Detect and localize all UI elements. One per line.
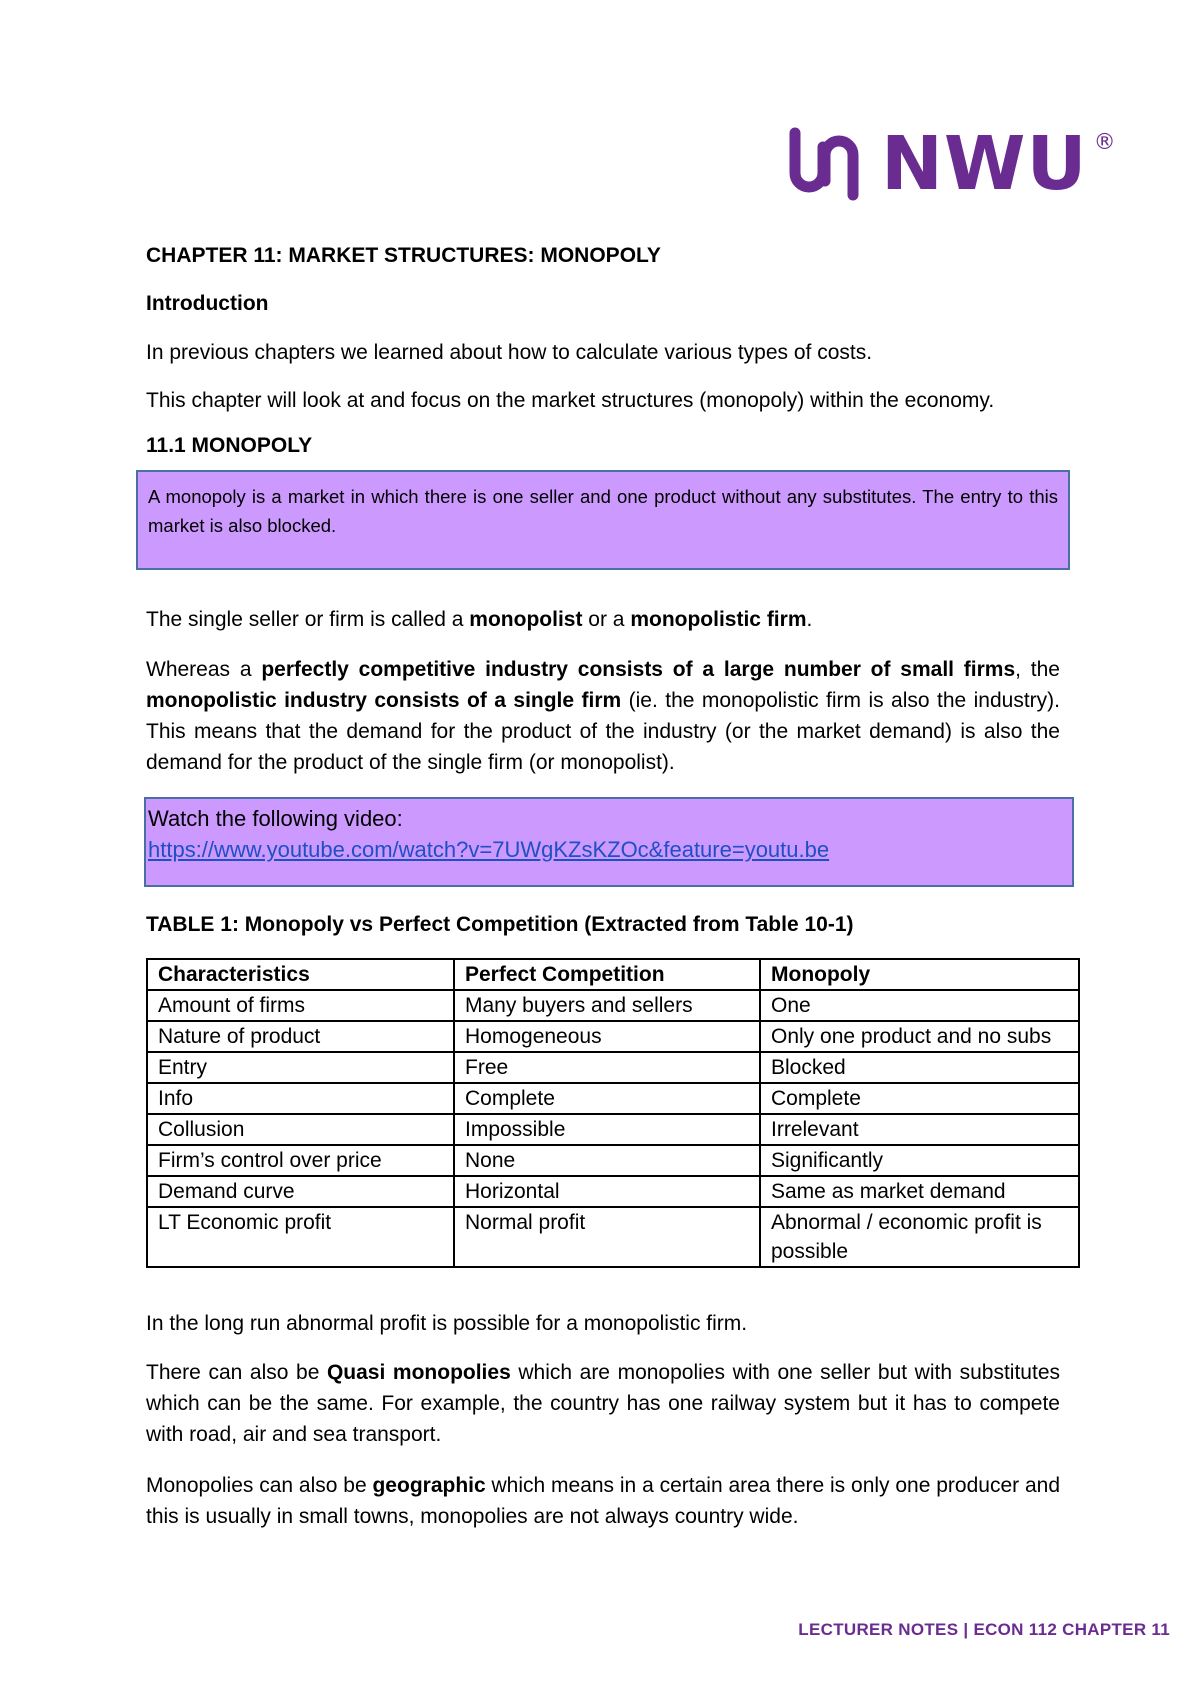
page-footer: LECTURER NOTES | ECON 112 CHAPTER 11 bbox=[798, 1620, 1170, 1639]
section-heading: 11.1 MONOPOLY bbox=[146, 434, 313, 457]
table-cell: Entry bbox=[147, 1052, 454, 1083]
table-cell: Homogeneous bbox=[454, 1021, 760, 1052]
quasi-monopolies-paragraph: There can also be Quasi monopolies which are monopolies with one seller but with substitutes which can be the same. For example, the country has one railway system but it has to compete with road, air and sea transport. bbox=[146, 1361, 1061, 1446]
seller-paragraph: The single seller or firm is called a monopolist or a monopolistic firm. bbox=[146, 608, 813, 631]
table-header-row bbox=[147, 959, 1079, 990]
comparison-table bbox=[146, 958, 1080, 1268]
table-cell: Complete bbox=[760, 1083, 1079, 1114]
video-box bbox=[144, 797, 1074, 887]
table-cell: Demand curve bbox=[147, 1176, 454, 1207]
definition-box bbox=[136, 470, 1070, 570]
table-cell: Collusion bbox=[147, 1114, 454, 1145]
table-header-cell: Perfect Competition bbox=[454, 959, 760, 990]
registered-mark: ® bbox=[1093, 130, 1116, 155]
table-caption: TABLE 1: Monopoly vs Perfect Competition (Extracted from Table 10-1) bbox=[146, 913, 854, 936]
intro-heading: Introduction bbox=[146, 292, 269, 315]
table-cell: Many buyers and sellers bbox=[454, 990, 760, 1021]
table-cell: Impossible bbox=[454, 1114, 760, 1145]
table-cell: One bbox=[760, 990, 1079, 1021]
table-cell: Free bbox=[454, 1052, 760, 1083]
long-run-paragraph: In the long run abnormal profit is possible for a monopolistic firm. bbox=[146, 1312, 748, 1335]
table-cell: Horizontal bbox=[454, 1176, 760, 1207]
table-row bbox=[147, 1207, 1079, 1267]
table-cell: Significantly bbox=[760, 1145, 1079, 1176]
table-row bbox=[147, 1052, 1079, 1083]
whereas-paragraph: Whereas a perfectly competitive industry consists of a large number of small firms, the monopolistic industry consists of a single firm (ie. the monopolistic firm is also the industry). This means that the demand for the product of the industry (or the market demand) is also the demand for the product of the single firm (or monopolist). bbox=[146, 658, 1060, 774]
table-cell: Abnormal / economic profit is possible bbox=[760, 1207, 1079, 1267]
table-cell: Firm’s control over price bbox=[147, 1145, 454, 1176]
table-row bbox=[147, 1021, 1079, 1052]
table-cell: Irrelevant bbox=[760, 1114, 1079, 1145]
table-cell: Blocked bbox=[760, 1052, 1079, 1083]
table-cell: Info bbox=[147, 1083, 454, 1114]
table-cell: Amount of firms bbox=[147, 990, 454, 1021]
nwu-logo bbox=[785, 122, 1116, 206]
table-cell: Nature of product bbox=[147, 1021, 454, 1052]
intro-paragraph-1: In previous chapters we learned about how to calculate various types of costs. bbox=[146, 341, 873, 364]
table-row bbox=[147, 1145, 1079, 1176]
video-label: Watch the following video: bbox=[148, 806, 403, 831]
table-row bbox=[147, 990, 1079, 1021]
intro-paragraph-2: This chapter will look at and focus on the market structures (monopoly) within the economy. bbox=[146, 389, 995, 412]
table-header-cell: Characteristics bbox=[147, 959, 454, 990]
definition-text: A monopoly is a market in which there is one seller and one product without any substitutes. The entry to this market is also blocked. bbox=[148, 486, 1058, 536]
table-cell: Normal profit bbox=[454, 1207, 760, 1267]
table-cell: Same as market demand bbox=[760, 1176, 1079, 1207]
table-row bbox=[147, 1083, 1079, 1114]
video-link[interactable]: https://www.youtube.com/watch?v=7UWgKZsKZOc&feature=youtu.be bbox=[148, 837, 830, 862]
logo-text: NWU bbox=[881, 121, 1088, 207]
table-cell: Only one product and no subs bbox=[760, 1021, 1079, 1052]
table-cell: LT Economic profit bbox=[147, 1207, 454, 1267]
chapter-title: CHAPTER 11: MARKET STRUCTURES: MONOPOLY bbox=[146, 244, 661, 267]
table-row bbox=[147, 1176, 1079, 1207]
table-cell: None bbox=[454, 1145, 760, 1176]
table-header-cell: Monopoly bbox=[760, 959, 1079, 990]
nwu-emblem-icon bbox=[785, 125, 863, 203]
geographic-paragraph: Monopolies can also be geographic which means in a certain area there is only one producer and this is usually in small towns, monopolies are not always country wide. bbox=[146, 1474, 1061, 1528]
table-row bbox=[147, 1114, 1079, 1145]
table-cell: Complete bbox=[454, 1083, 760, 1114]
